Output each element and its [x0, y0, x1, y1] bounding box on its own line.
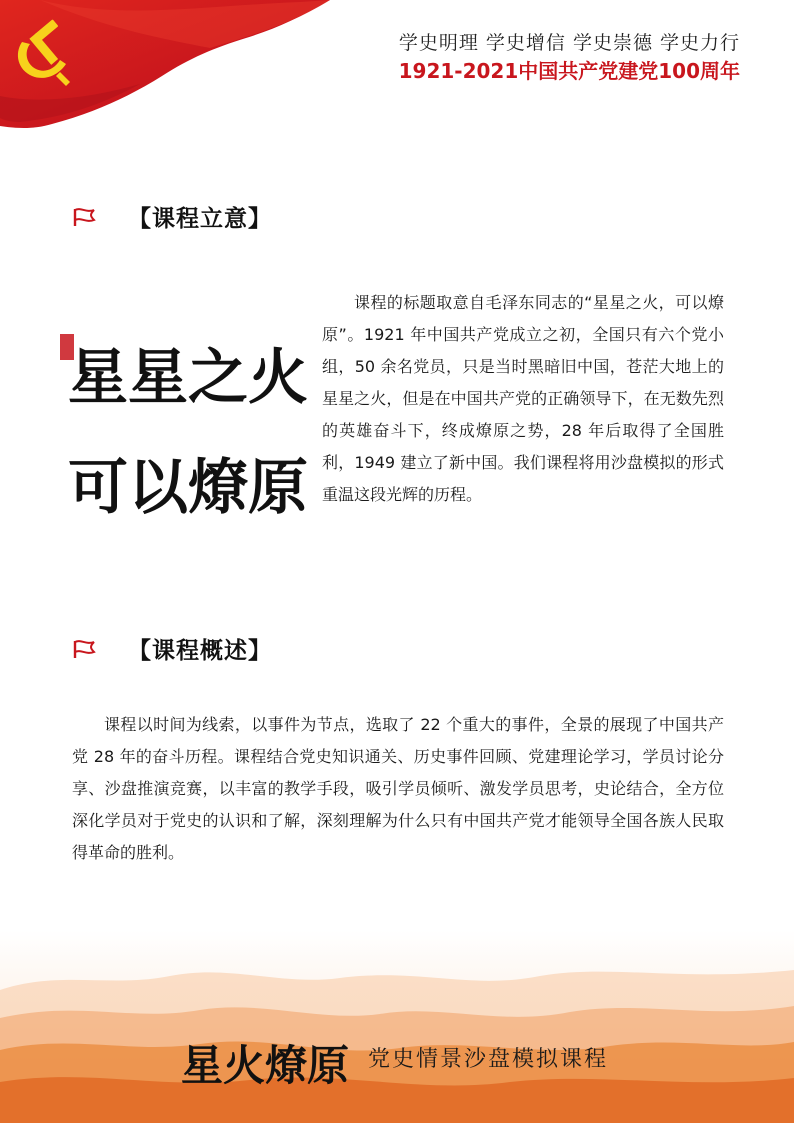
section-title: 【课程立意】: [128, 206, 272, 232]
section-heading-intent: [72, 200, 272, 233]
flag-icon: [72, 639, 98, 659]
intent-paragraph: 课程的标题取意自毛泽东同志的“星星之火，可以燎原”。1921 年中国共产党成立之初，全国只有六个党小组，50 余名党员，只是当时黑暗旧中国，苍茫大地上的星星之火，但是在中国共产党的正确领导下，在无数先烈的英雄奋斗下，终成燎原之势，28 年后取得了全国胜利，1949 建立了新中国。我们课程将用沙盘模拟的形式重温这段光辉的历程。: [322, 293, 724, 504]
calligraphy-line2: 可以燎原: [68, 453, 308, 523]
page-header: [399, 30, 740, 84]
calligraphy-line1: 星星之火: [68, 343, 308, 413]
anniversary-title: 1921-2021中国共产党建党100周年: [398, 59, 740, 83]
course-title: 党史情景沙盘模拟课程: [368, 1047, 609, 1072]
mountain-landscape-footer: [0, 930, 794, 1123]
section-heading-overview: [72, 632, 272, 665]
flag-icon: [72, 207, 98, 227]
party-flag-banner: [0, 0, 340, 130]
footer-calligraphy-text: 星火燎原: [180, 1041, 350, 1090]
overview-paragraph: 课程以时间为线索，以事件为节点，选取了 22 个重大的事件，全景的展现了中国共产党 28 年的奋斗历程。课程结合党史知识通关、历史事件回顾、党建理论学习，学员讨论分享、沙盘推演竞赛，以丰富的教学手段，吸引学员倾听、激发学员思考，史论结合，全方位深化学员对于党史的认识和了解，深刻理解为什么只有中国共产党才能领导全国各族人民取得革命的胜利。: [72, 715, 724, 862]
slogan-text: 学史明理 学史增信 学史崇德 学史力行: [398, 32, 740, 54]
footer-calligraphy: [172, 1022, 358, 1102]
calligraphy-artwork: [60, 288, 312, 538]
section-title: 【课程概述】: [128, 638, 272, 664]
